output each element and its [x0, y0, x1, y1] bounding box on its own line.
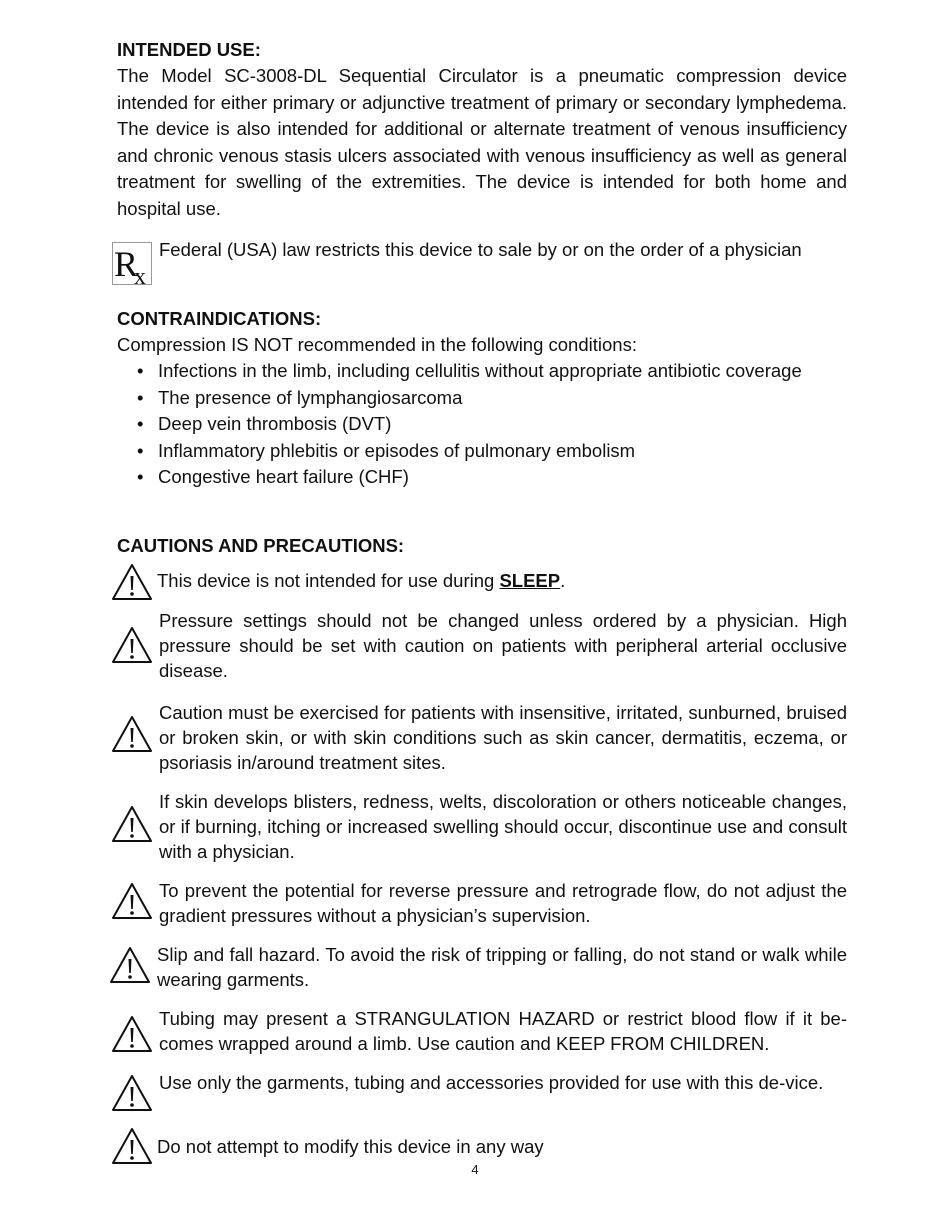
intended-use-heading: INTENDED USE:: [117, 39, 261, 60]
cautions-heading: CAUTIONS AND PRECAUTIONS:: [117, 535, 405, 556]
caution-text: To prevent the potential for reverse pressure and retrograde flow, do not adjust the gradient pressures without a physician’s supervision.: [159, 880, 847, 926]
caution-text: Pressure settings should not be changed unless ordered by a physician. High pressure should be set with caution on patients with peripheral arterial occlusive disease.: [159, 610, 847, 681]
caution-text: Tubing may present a STRANGULATION HAZARD or restrict blood flow if it be-comes wrapped around a limb. Use caution and KEEP FROM CHILDREN.: [159, 1008, 847, 1054]
warning-icon: [111, 715, 153, 753]
rx-notice-text: Federal (USA) law restricts this device to sale by or on the order of a physician: [159, 239, 802, 260]
caution-text: Slip and fall hazard. To avoid the risk of tripping or falling, do not stand or walk while wearing garments.: [157, 944, 847, 990]
list-item: • Deep vein thrombosis (DVT): [137, 413, 392, 434]
rx-symbol-icon: $R_x$: [112, 242, 152, 285]
warning-icon: [111, 1127, 153, 1165]
warning-icon: [111, 882, 153, 920]
intended-use-paragraph: The Model SC-3008-DL Sequential Circulator is a pneumatic compression device intended for either primary or adjunctive treatment of primary or secondary lymphedema. The device is also intended for additional or alternate treatment of venous insufficiency and chronic venous stasis ulcers associated with venous insufficiency as well as general treatment for swelling of the extremities. The device is intended for both home and hospital use.: [117, 65, 847, 219]
caution-text: Caution must be exercised for patients with insensitive, irritated, sunburned, bruised or broken skin, or with skin conditions such as skin cancer, dermatitis, eczema, or psoriasis in/around treatment sites.: [159, 702, 847, 773]
warning-icon: [111, 1015, 153, 1053]
caution-text: Do not attempt to modify this device in any way: [157, 1136, 544, 1157]
list-item: • Infections in the limb, including cellulitis without appropriate antibiotic coverage: [137, 360, 802, 381]
contraindications-list: [117, 358, 847, 491]
warning-icon: [111, 563, 153, 601]
caution-text: If skin develops blisters, redness, welts, discoloration or others noticeable changes, or if burning, itching or increased swelling should occur, discontinue use and consult with a physician.: [159, 791, 847, 862]
list-item: • The presence of lymphangiosarcoma: [137, 386, 463, 408]
page-number: 4: [471, 1162, 479, 1177]
caution-text: Use only the garments, tubing and accessories provided for use with this de-vice.: [159, 1072, 824, 1093]
warning-icon: [111, 1074, 153, 1112]
caution-sleep-text: This device is not intended for use during SLEEP.: [157, 570, 566, 591]
list-item: • Congestive heart failure (CHF): [137, 466, 409, 487]
warning-icon: [109, 946, 151, 984]
warning-icon: [111, 805, 153, 843]
contraindications-intro: Compression IS NOT recommended in the following conditions:: [117, 334, 637, 355]
list-item: • Inflammatory phlebitis or episodes of pulmonary embolism: [137, 439, 636, 461]
warning-icon: [111, 626, 153, 664]
contraindications-heading: CONTRAINDICATIONS:: [117, 308, 322, 329]
